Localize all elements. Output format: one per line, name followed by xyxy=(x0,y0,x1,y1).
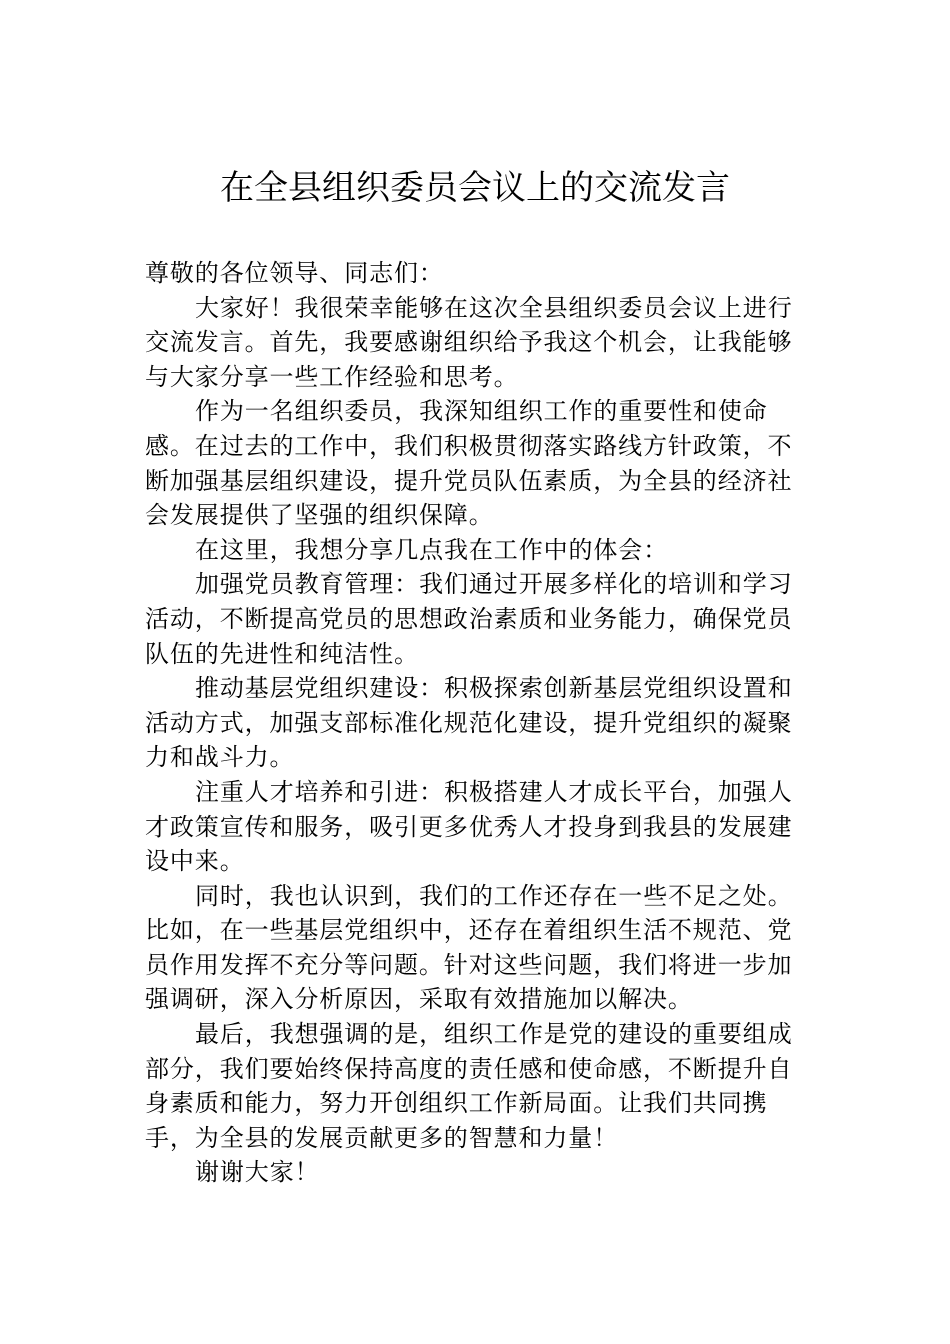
paragraph-share-intro: 在这里，我想分享几点我在工作中的体会： xyxy=(195,535,669,564)
paragraph-greeting: 大家好！我很荣幸能够在这次全县组织委员会议上进行交流发言。首先，我要感谢组织给予我这个机会，让我能够与大家分享一些工作经验和思考。 xyxy=(145,293,793,391)
document-title: 在全县组织委员会议上的交流发言 xyxy=(220,168,730,208)
paragraph-thanks: 谢谢大家！ xyxy=(195,1158,320,1187)
paragraph-point-organization: 推动基层党组织建设：积极探索创新基层党组织设置和活动方式，加强支部标准化规范化建设，提升党组织的凝聚力和战斗力。 xyxy=(145,674,793,772)
paragraph-point-talent: 注重人才培养和引进：积极搭建人才成长平台，加强人才政策宣传和服务，吸引更多优秀人才投身到我县的发展建设中来。 xyxy=(145,777,793,876)
paragraph-conclusion: 最后，我想强调的是，组织工作是党的建设的重要组成部分，我们要始终保持高度的责任感和使命感，不断提升自身素质和能力，努力开创组织工作新局面。让我们共同携手，为全县的发展贡献更多的智慧和力量！ xyxy=(145,1020,793,1152)
paragraph-point-education: 加强党员教育管理：我们通过开展多样化的培训和学习活动，不断提高党员的思想政治素质和业务能力，确保党员队伍的先进性和纯洁性。 xyxy=(145,570,793,668)
paragraph-role: 作为一名组织委员，我深知组织工作的重要性和使命感。在过去的工作中，我们积极贯彻落实路线方针政策，不断加强基层组织建设，提升党员队伍素质，为全县的经济社会发展提供了坚强的组织保障。 xyxy=(145,397,793,530)
paragraph-shortcomings: 同时，我也认识到，我们的工作还存在一些不足之处。比如，在一些基层党组织中，还存在着组织生活不规范、党员作用发挥不充分等问题。针对这些问题，我们将进一步加强调研，深入分析原因，采取有效措施加以解决。 xyxy=(145,881,793,1014)
salutation: 尊敬的各位领导、同志们： xyxy=(145,259,444,287)
document-body xyxy=(145,256,810,1190)
